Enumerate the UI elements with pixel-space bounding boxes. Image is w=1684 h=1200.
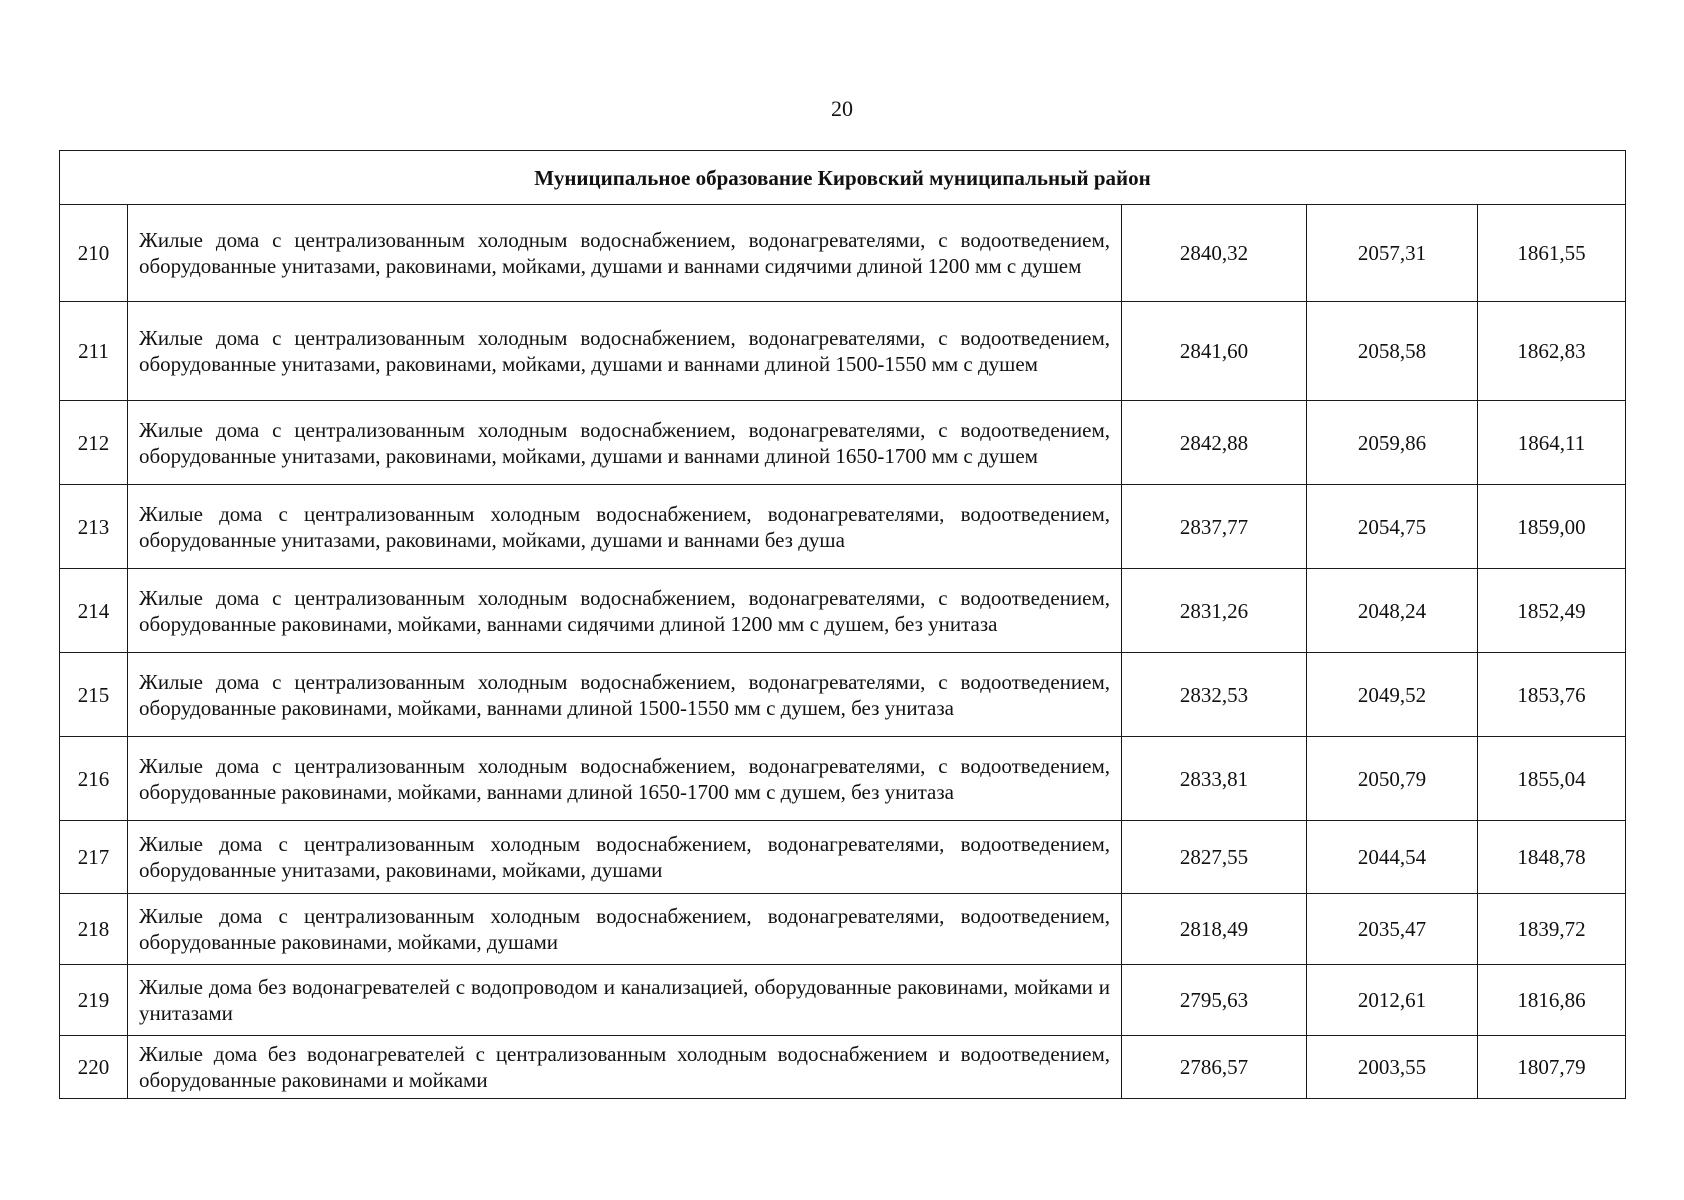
value-col-1: 2818,49 <box>1122 894 1307 965</box>
row-description: Жилые дома с централизованным холодным водоснабжением, водонагревателями, водоотведением, оборудованные раковинами, мойками, душами <box>128 894 1122 965</box>
row-number: 217 <box>60 821 128 894</box>
value-col-3: 1852,49 <box>1478 569 1626 653</box>
value-col-1: 2840,32 <box>1122 205 1307 302</box>
row-number: 215 <box>60 653 128 737</box>
row-number: 211 <box>60 302 128 401</box>
row-number: 213 <box>60 485 128 569</box>
value-col-3: 1839,72 <box>1478 894 1626 965</box>
value-col-3: 1859,00 <box>1478 485 1626 569</box>
table-row <box>60 1036 1626 1099</box>
section-title: Муниципальное образование Кировский муниципальный район <box>60 151 1626 205</box>
value-col-2: 2048,24 <box>1307 569 1478 653</box>
value-col-2: 2012,61 <box>1307 965 1478 1036</box>
value-col-1: 2832,53 <box>1122 653 1307 737</box>
table-row <box>60 737 1626 821</box>
value-col-2: 2044,54 <box>1307 821 1478 894</box>
value-col-1: 2795,63 <box>1122 965 1307 1036</box>
table-row <box>60 821 1626 894</box>
value-col-2: 2054,75 <box>1307 485 1478 569</box>
table-row <box>60 653 1626 737</box>
row-description: Жилые дома без водонагревателей с водопроводом и канализацией, оборудованные раковинами, мойками и унитазами <box>128 965 1122 1036</box>
table-row <box>60 205 1626 302</box>
table-row <box>60 894 1626 965</box>
value-col-3: 1807,79 <box>1478 1036 1626 1099</box>
value-col-3: 1848,78 <box>1478 821 1626 894</box>
value-col-2: 2050,79 <box>1307 737 1478 821</box>
row-description: Жилые дома с централизованным холодным водоснабжением, водонагревателями, с водоотведением, оборудованные раковинами, мойками, ваннами сидячими длиной 1200 мм с душем, без унитаза <box>128 569 1122 653</box>
row-description: Жилые дома с централизованным холодным водоснабжением, водонагревателями, с водоотведением, оборудованные унитазами, раковинами, мойками, душами и ваннами сидячими длиной 1200 мм с душем <box>128 205 1122 302</box>
table-row <box>60 569 1626 653</box>
row-description: Жилые дома с централизованным холодным водоснабжением, водонагревателями, с водоотведением, оборудованные раковинами, мойками, ваннами длиной 1650-1700 мм с душем, без унитаза <box>128 737 1122 821</box>
row-description: Жилые дома с централизованным холодным водоснабжением, водонагревателями, водоотведением, оборудованные унитазами, раковинами, мойками, душами <box>128 821 1122 894</box>
table-row <box>60 965 1626 1036</box>
value-col-3: 1861,55 <box>1478 205 1626 302</box>
value-col-2: 2049,52 <box>1307 653 1478 737</box>
value-col-3: 1816,86 <box>1478 965 1626 1036</box>
value-col-3: 1862,83 <box>1478 302 1626 401</box>
value-col-1: 2827,55 <box>1122 821 1307 894</box>
row-number: 220 <box>60 1036 128 1099</box>
value-col-1: 2831,26 <box>1122 569 1307 653</box>
value-col-2: 2003,55 <box>1307 1036 1478 1099</box>
value-col-1: 2841,60 <box>1122 302 1307 401</box>
value-col-2: 2059,86 <box>1307 401 1478 485</box>
value-col-1: 2833,81 <box>1122 737 1307 821</box>
value-col-1: 2842,88 <box>1122 401 1307 485</box>
table-row <box>60 401 1626 485</box>
row-number: 216 <box>60 737 128 821</box>
section-header-row <box>60 151 1626 205</box>
row-description: Жилые дома с централизованным холодным водоснабжением, водонагревателями, водоотведением, оборудованные унитазами, раковинами, мойками, душами и ваннами без душа <box>128 485 1122 569</box>
row-number: 210 <box>60 205 128 302</box>
table-row <box>60 302 1626 401</box>
value-col-3: 1855,04 <box>1478 737 1626 821</box>
row-description: Жилые дома с централизованным холодным водоснабжением, водонагревателями, с водоотведением, оборудованные унитазами, раковинами, мойками, душами и ваннами длиной 1650-1700 мм с душем <box>128 401 1122 485</box>
tariff-table <box>59 150 1626 1099</box>
row-number: 212 <box>60 401 128 485</box>
table-row <box>60 485 1626 569</box>
row-description: Жилые дома с централизованным холодным водоснабжением, водонагревателями, с водоотведением, оборудованные унитазами, раковинами, мойками, душами и ваннами длиной 1500-1550 мм с душем <box>128 302 1122 401</box>
value-col-3: 1864,11 <box>1478 401 1626 485</box>
value-col-2: 2058,58 <box>1307 302 1478 401</box>
row-number: 218 <box>60 894 128 965</box>
value-col-2: 2057,31 <box>1307 205 1478 302</box>
value-col-2: 2035,47 <box>1307 894 1478 965</box>
tariff-table-body <box>60 151 1626 1099</box>
page-number: 20 <box>831 96 853 121</box>
row-description: Жилые дома без водонагревателей с централизованным холодным водоснабжением и водоотведением, оборудованные раковинами и мойками <box>128 1036 1122 1099</box>
row-description: Жилые дома с централизованным холодным водоснабжением, водонагревателями, с водоотведением, оборудованные раковинами, мойками, ваннами длиной 1500-1550 мм с душем, без унитаза <box>128 653 1122 737</box>
row-number: 214 <box>60 569 128 653</box>
value-col-1: 2786,57 <box>1122 1036 1307 1099</box>
row-number: 219 <box>60 965 128 1036</box>
value-col-1: 2837,77 <box>1122 485 1307 569</box>
value-col-3: 1853,76 <box>1478 653 1626 737</box>
